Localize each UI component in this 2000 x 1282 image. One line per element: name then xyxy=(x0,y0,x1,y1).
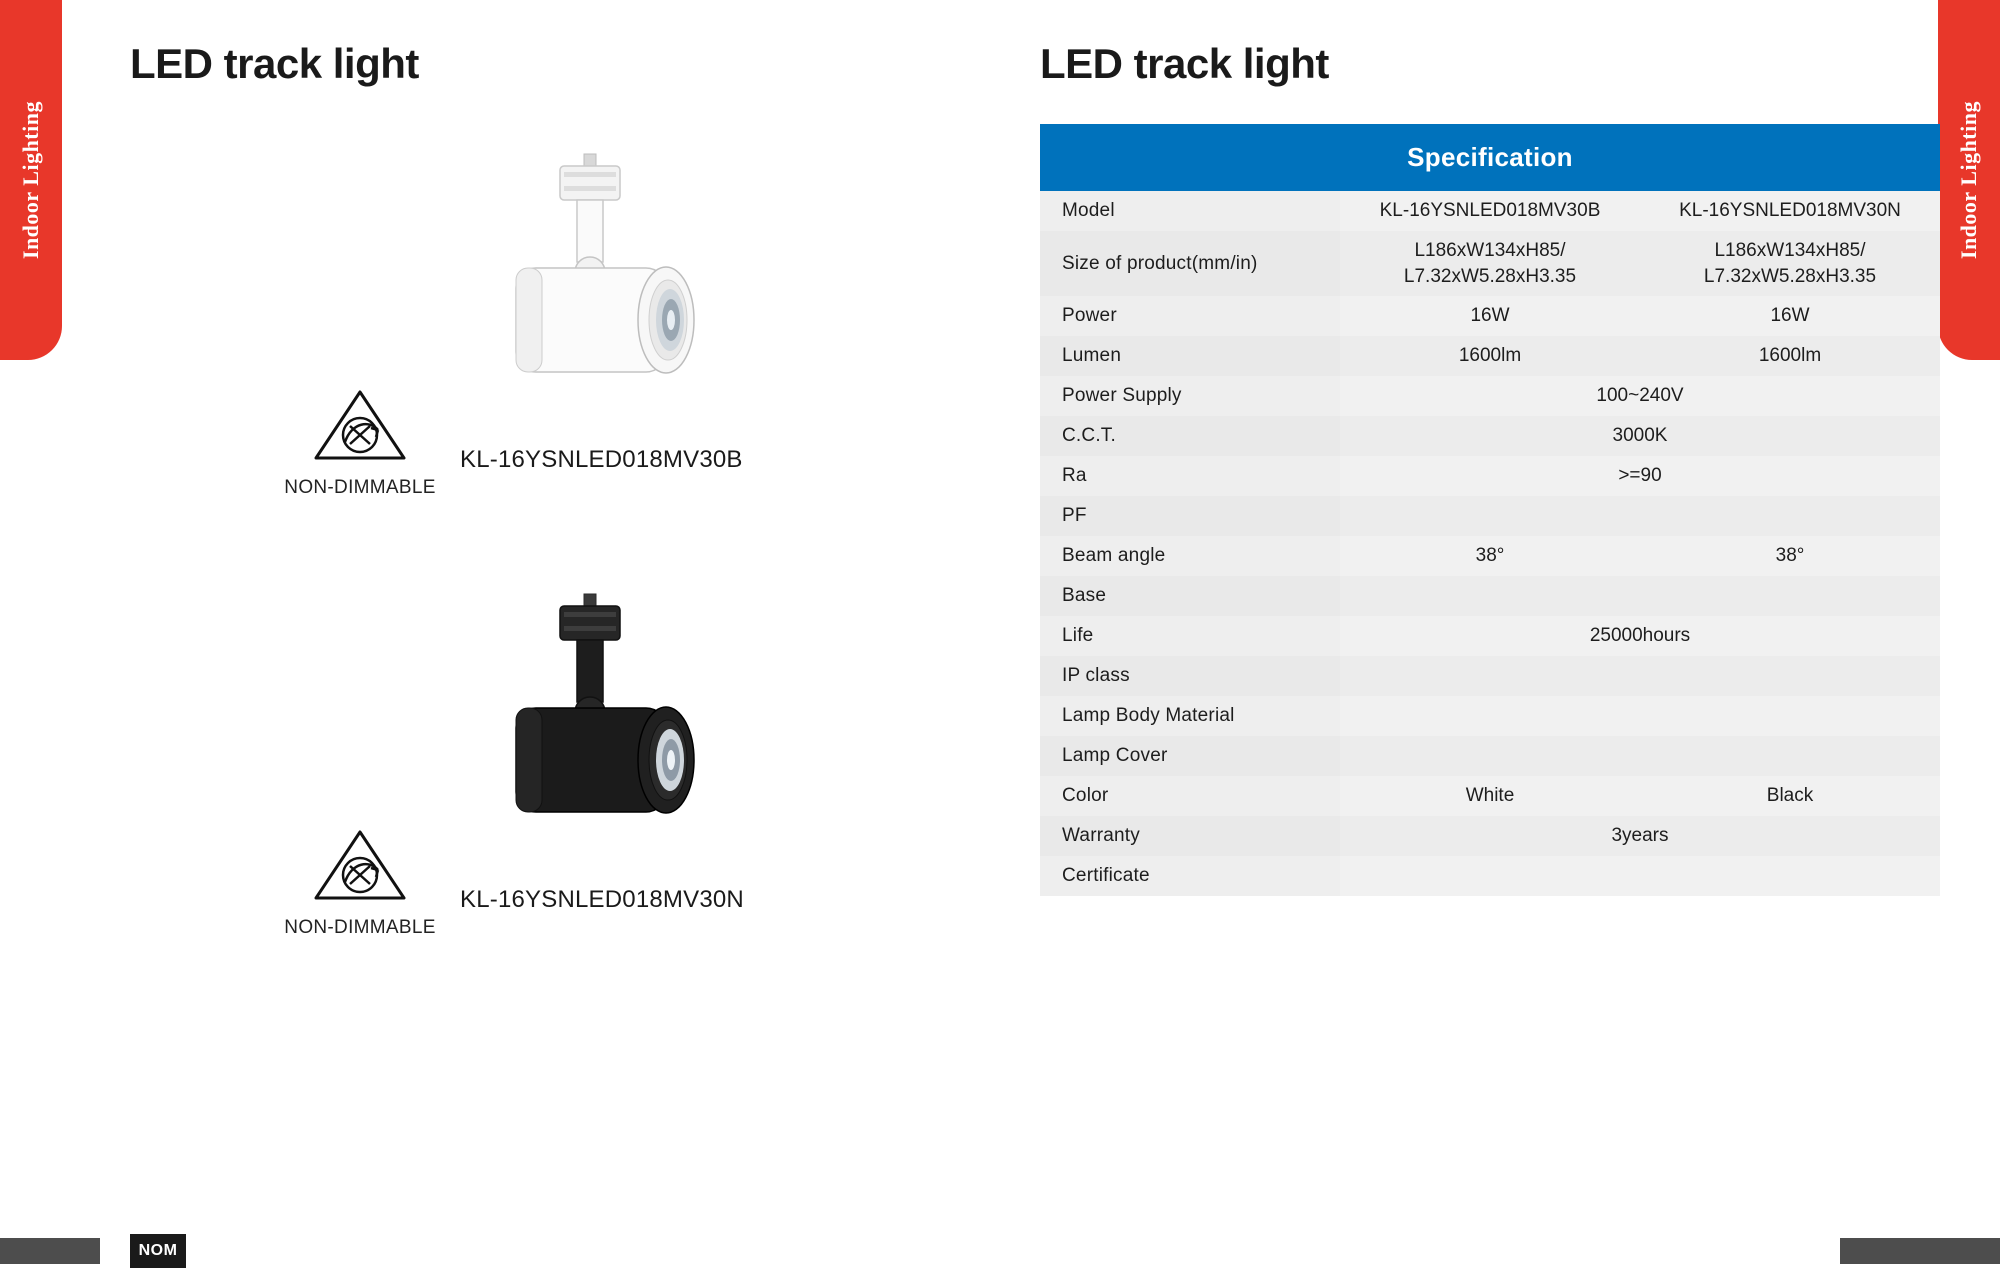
non-dimmable-badge-white xyxy=(260,386,460,499)
specification-header: Specification xyxy=(1040,124,1940,191)
spec-row-label: Life xyxy=(1040,616,1340,656)
spec-row-value: L186xW134xH85/ L7.32xW5.28xH3.35 xyxy=(1340,231,1640,296)
non-dimmable-label-white: NON-DIMMABLE xyxy=(284,477,436,498)
spec-row-value: KL-16YSNLED018MV30N xyxy=(1640,191,1940,231)
non-dimmable-icon xyxy=(312,826,408,904)
left-page-column xyxy=(130,40,960,1016)
spec-row-value xyxy=(1640,496,1940,536)
spec-row-value: >=90 xyxy=(1340,456,1940,496)
product-card-black xyxy=(130,586,960,1016)
spec-row xyxy=(1040,816,1940,856)
spec-row-label: Lamp Body Material xyxy=(1040,696,1340,736)
spec-row-value: 1600lm xyxy=(1340,336,1640,376)
spec-row xyxy=(1040,696,1940,736)
spec-row-label: Ra xyxy=(1040,456,1340,496)
spec-row-label: Model xyxy=(1040,191,1340,231)
spec-row-label: Beam angle xyxy=(1040,536,1340,576)
spec-row-value: KL-16YSNLED018MV30B xyxy=(1340,191,1640,231)
spec-row-label: Base xyxy=(1040,576,1340,616)
spec-row-value xyxy=(1340,656,1940,696)
spec-row-value xyxy=(1640,736,1940,776)
spec-row-value xyxy=(1340,496,1640,536)
spec-row xyxy=(1040,336,1940,376)
nom-certification-logo: NOM xyxy=(130,1234,186,1268)
right-page-column xyxy=(1040,40,1940,896)
product-model-white: KL-16YSNLED018MV30B xyxy=(460,446,743,473)
spec-row-label: Warranty xyxy=(1040,816,1340,856)
spec-row xyxy=(1040,456,1940,496)
spec-row xyxy=(1040,656,1940,696)
spec-row xyxy=(1040,496,1940,536)
footer-bar-left xyxy=(0,1238,100,1264)
spec-row-label: Lumen xyxy=(1040,336,1340,376)
spec-row-value: White xyxy=(1340,776,1640,816)
spec-row-label: Lamp Cover xyxy=(1040,736,1340,776)
non-dimmable-label-black: NON-DIMMABLE xyxy=(284,917,436,938)
spec-row xyxy=(1040,776,1940,816)
side-tab-right-label: Indoor Lighting xyxy=(1956,100,1981,260)
spec-row-value: 3000K xyxy=(1340,416,1940,456)
spec-row-label: C.C.T. xyxy=(1040,416,1340,456)
spec-row xyxy=(1040,416,1940,456)
spec-row xyxy=(1040,736,1940,776)
spec-row-value xyxy=(1340,736,1640,776)
spec-row xyxy=(1040,231,1940,296)
left-page-title: LED track light xyxy=(130,40,419,87)
spec-row-label: Color xyxy=(1040,776,1340,816)
spec-row xyxy=(1040,616,1940,656)
spec-row-value: 38° xyxy=(1640,536,1940,576)
product-image-white xyxy=(460,146,760,486)
product-image-black xyxy=(460,586,760,926)
spec-row xyxy=(1040,376,1940,416)
non-dimmable-badge-black xyxy=(260,826,460,939)
right-page-title: LED track light xyxy=(1040,40,1329,87)
spec-row-value: 100~240V xyxy=(1340,376,1940,416)
spec-row-value: 3years xyxy=(1340,816,1940,856)
spec-row xyxy=(1040,856,1940,896)
spec-row-value: L186xW134xH85/ L7.32xW5.28xH3.35 xyxy=(1640,231,1940,296)
spec-row-value: 38° xyxy=(1340,536,1640,576)
spec-row-value: Black xyxy=(1640,776,1940,816)
spec-row xyxy=(1040,536,1940,576)
spec-row-label: Power Supply xyxy=(1040,376,1340,416)
spec-row-label: Certificate xyxy=(1040,856,1340,896)
specification-table-body xyxy=(1040,191,1940,896)
spec-row-value: 1600lm xyxy=(1640,336,1940,376)
spec-row-label: Power xyxy=(1040,296,1340,336)
product-model-black: KL-16YSNLED018MV30N xyxy=(460,886,744,913)
specification-table xyxy=(1040,124,1940,896)
spec-row-value: 16W xyxy=(1640,296,1940,336)
spec-row-label: PF xyxy=(1040,496,1340,536)
spec-row xyxy=(1040,191,1940,231)
spec-row-label: Size of product(mm/in) xyxy=(1040,231,1340,296)
spec-row-value xyxy=(1340,696,1940,736)
non-dimmable-icon xyxy=(312,386,408,464)
spec-row-value: 25000hours xyxy=(1340,616,1940,656)
spec-row-value xyxy=(1340,576,1940,616)
spec-row xyxy=(1040,296,1940,336)
footer-bar-right xyxy=(1840,1238,2000,1264)
product-card-white xyxy=(130,146,960,576)
spec-row-label: IP class xyxy=(1040,656,1340,696)
spec-row-value: 16W xyxy=(1340,296,1640,336)
side-tab-left-label: Indoor Lighting xyxy=(18,100,43,260)
spec-row xyxy=(1040,576,1940,616)
spec-row-value xyxy=(1340,856,1940,896)
